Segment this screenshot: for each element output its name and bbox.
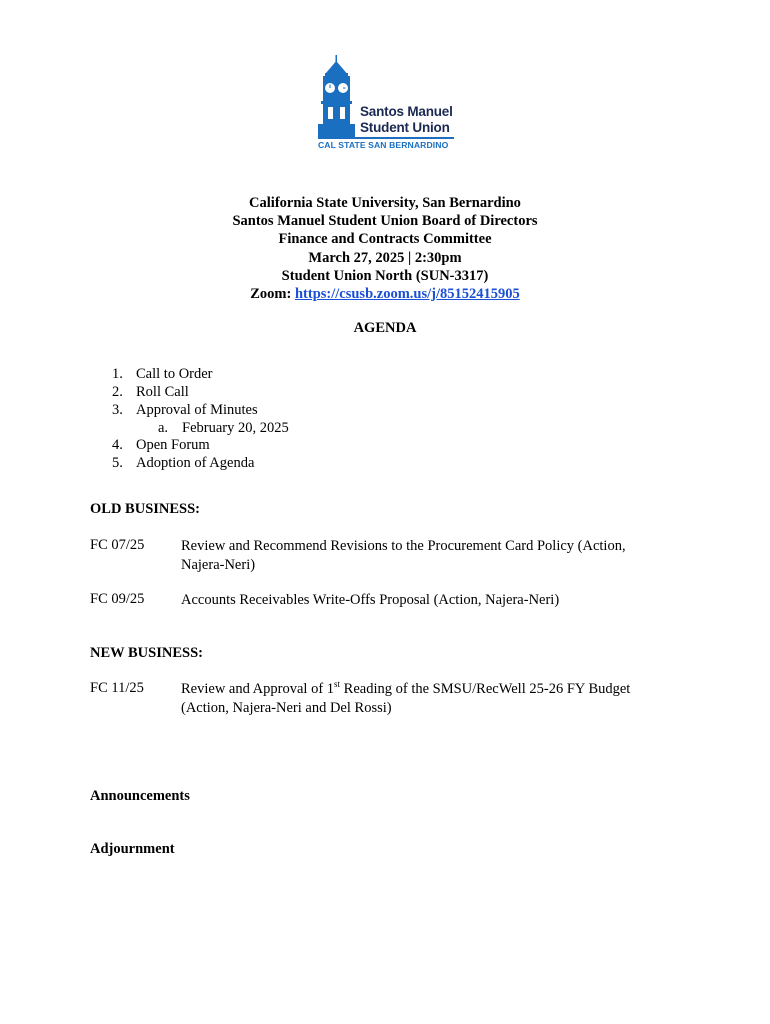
agenda-title: AGENDA bbox=[353, 320, 417, 336]
university-name: California State University, San Bernardino bbox=[249, 195, 521, 211]
zoom-link[interactable]: https://csusb.zoom.us/j/85152415905 bbox=[294, 286, 520, 303]
desc-text-pre: Review and Approval of 1 bbox=[181, 681, 335, 697]
agenda-item-number: 1. bbox=[112, 366, 123, 382]
item-code: FC 09/25 bbox=[90, 591, 145, 607]
agenda-item-number: 5. bbox=[112, 455, 123, 471]
agenda-item-text: Open Forum bbox=[136, 437, 210, 453]
agenda-item-text: Call to Order bbox=[136, 366, 213, 382]
clock-tower-icon bbox=[318, 55, 356, 139]
item-description-line1: Accounts Receivables Write-Offs Proposal (Action, Najera-Neri) bbox=[181, 592, 560, 608]
ordinal-suffix: st bbox=[334, 679, 341, 690]
agenda-item bbox=[112, 402, 258, 419]
item-code: FC 11/25 bbox=[90, 680, 144, 696]
item-description bbox=[181, 680, 681, 717]
agenda-item bbox=[112, 455, 254, 472]
item-description-line1 bbox=[181, 680, 681, 699]
subitem-letter: a. bbox=[158, 420, 169, 436]
new-business-heading: NEW BUSINESS: bbox=[90, 645, 203, 661]
agenda-item-text: Roll Call bbox=[136, 384, 189, 400]
agenda-subitem bbox=[158, 420, 289, 437]
item-code: FC 07/25 bbox=[90, 537, 145, 553]
item-description bbox=[181, 537, 681, 574]
agenda-item bbox=[112, 437, 210, 454]
board-name: Santos Manuel Student Union Board of Directors bbox=[232, 213, 538, 230]
item-description bbox=[181, 591, 681, 610]
meeting-location: Student Union North (SUN-3317) bbox=[281, 267, 489, 284]
committee-name: Finance and Contracts Committee bbox=[278, 231, 492, 248]
meeting-header bbox=[0, 194, 770, 303]
smsu-logo bbox=[318, 55, 458, 155]
agenda-item-text: Approval of Minutes bbox=[136, 402, 258, 418]
item-description-line2: (Action, Najera-Neri and Del Rossi) bbox=[181, 699, 392, 716]
logo-text-line2: Student Union bbox=[360, 120, 450, 135]
logo-text-line1: Santos Manuel bbox=[360, 104, 453, 119]
item-description-line2: Najera-Neri) bbox=[181, 556, 256, 573]
adjournment-heading: Adjournment bbox=[90, 841, 175, 857]
logo-subtitle: CAL STATE SAN BERNARDINO bbox=[318, 140, 449, 150]
agenda-item bbox=[112, 384, 189, 401]
announcements-heading: Announcements bbox=[90, 788, 190, 804]
old-business-heading: OLD BUSINESS: bbox=[90, 501, 200, 517]
zoom-label: Zoom: bbox=[250, 286, 292, 303]
agenda-item bbox=[112, 366, 213, 383]
desc-text-post: Reading of the SMSU/RecWell 25-26 FY Budget bbox=[340, 681, 631, 697]
zoom-line bbox=[0, 285, 770, 303]
meeting-datetime: March 27, 2025 | 2:30pm bbox=[308, 249, 462, 266]
agenda-item-number: 4. bbox=[112, 437, 123, 453]
agenda-item-text: Adoption of Agenda bbox=[136, 455, 255, 471]
agenda-item-number: 2. bbox=[112, 384, 123, 400]
subitem-text: February 20, 2025 bbox=[182, 420, 289, 436]
agenda-item-number: 3. bbox=[112, 402, 123, 418]
item-description-line1: Review and Recommend Revisions to the Procurement Card Policy (Action, bbox=[181, 538, 626, 554]
logo-divider bbox=[318, 137, 454, 139]
